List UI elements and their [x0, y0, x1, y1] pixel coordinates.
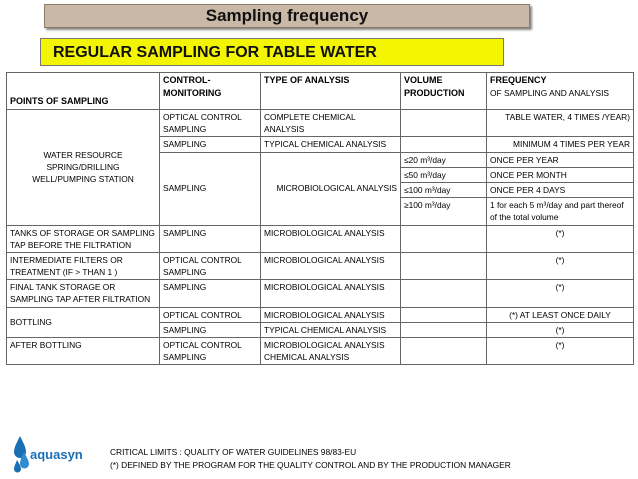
volume-cell: ≤20 m³/day — [401, 152, 487, 167]
control-cell: OPTICAL CONTROL — [160, 307, 261, 322]
control-cell: SAMPLING — [160, 137, 261, 152]
header-control-line1: CONTROL- — [163, 75, 211, 85]
volume-cell — [401, 322, 487, 337]
sampling-table — [6, 72, 634, 365]
control-cell: SAMPLING — [160, 322, 261, 337]
table-row — [7, 338, 634, 365]
frequency-cell: ONCE PER 4 DAYS — [487, 182, 634, 197]
control-cell: SAMPLING — [160, 225, 261, 252]
header-analysis: TYPE OF ANALYSIS — [261, 73, 401, 110]
frequency-cell: ONCE PER YEAR — [487, 152, 634, 167]
control-cell: SAMPLING — [160, 280, 261, 307]
analysis-cell: COMPLETE CHEMICAL ANALYSIS — [261, 110, 401, 137]
control-cell: OPTICAL CONTROL SAMPLING — [160, 338, 261, 365]
table-row — [7, 280, 634, 307]
table-row — [7, 307, 634, 322]
header-volume-line2: PRODUCTION — [404, 88, 465, 99]
volume-cell — [401, 307, 487, 322]
analysis-line1: MICROBIOLOGICAL ANALYSIS — [264, 340, 385, 350]
frequency-cell: (*) — [487, 322, 634, 337]
analysis-cell: MICROBIOLOGICAL ANALYSIS — [261, 225, 401, 252]
logo-text: aquasyn — [30, 447, 83, 462]
point-filters: INTERMEDIATE FILTERS OR TREATMENT (IF > THAN 1 ) — [7, 252, 160, 279]
control-cell: SAMPLING — [160, 152, 261, 225]
point-water-resource-line3: WELL/PUMPING STATION — [32, 174, 134, 185]
header-volume — [401, 73, 487, 110]
table-row — [7, 252, 634, 279]
point-water-resource — [7, 110, 160, 226]
volume-cell — [401, 225, 487, 252]
point-after-bottling: AFTER BOTTLING — [7, 338, 160, 365]
volume-cell: ≥100 m³/day — [401, 198, 487, 225]
volume-cell — [401, 252, 487, 279]
header-frequency — [487, 73, 634, 110]
header-volume-line1: VOLUME — [404, 75, 443, 85]
table-header-row — [7, 73, 634, 110]
control-cell: OPTICAL CONTROL SAMPLING — [160, 252, 261, 279]
volume-cell — [401, 280, 487, 307]
point-water-resource-line2: SPRING/DRILLING — [46, 162, 120, 173]
volume-cell — [401, 338, 487, 365]
analysis-line2: CHEMICAL ANALYSIS — [264, 352, 350, 363]
analysis-cell: MICROBIOLOGICAL ANALYSIS — [261, 152, 401, 225]
volume-cell: ≤50 m³/day — [401, 167, 487, 182]
footer-notes — [110, 446, 511, 472]
volume-cell — [401, 137, 487, 152]
analysis-cell: MICROBIOLOGICAL ANALYSIS — [261, 307, 401, 322]
analysis-cell: TYPICAL CHEMICAL ANALYSIS — [261, 322, 401, 337]
analysis-cell: MICROBIOLOGICAL ANALYSIS — [261, 252, 401, 279]
table-row — [7, 225, 634, 252]
volume-cell: ≤100 m³/day — [401, 182, 487, 197]
control-cell: OPTICAL CONTROL SAMPLING — [160, 110, 261, 137]
table-row — [7, 110, 634, 137]
header-control-line2: MONITORING — [163, 88, 222, 99]
frequency-cell: (*) — [487, 280, 634, 307]
frequency-cell: (*) — [487, 225, 634, 252]
header-control — [160, 73, 261, 110]
footer-critical-limits: CRITICAL LIMITS : QUALITY OF WATER GUIDELINES 98/83-EU — [110, 447, 357, 457]
page-title: Sampling frequency — [44, 4, 530, 28]
frequency-cell: TABLE WATER, 4 TIMES /YEAR) — [487, 110, 634, 137]
section-subtitle: REGULAR SAMPLING FOR TABLE WATER — [40, 38, 504, 66]
header-frequency-line2: OF SAMPLING AND ANALYSIS — [490, 88, 609, 99]
frequency-cell: (*) AT LEAST ONCE DAILY — [487, 307, 634, 322]
volume-cell — [401, 110, 487, 137]
frequency-cell: MINIMUM 4 TIMES PER YEAR — [487, 137, 634, 152]
point-water-resource-line1: WATER RESOURCE — [43, 149, 123, 160]
point-bottling: BOTTLING — [7, 307, 160, 337]
header-points: POINTS OF SAMPLING — [7, 73, 160, 110]
frequency-cell: (*) — [487, 252, 634, 279]
frequency-cell: (*) — [487, 338, 634, 365]
analysis-cell: TYPICAL CHEMICAL ANALYSIS — [261, 137, 401, 152]
frequency-cell: 1 for each 5 m³/day and part thereof of the total volume — [487, 198, 634, 225]
analysis-cell — [261, 338, 401, 365]
footer-defined-note: (*) DEFINED BY THE PROGRAM FOR THE QUALITY CONTROL AND BY THE PRODUCTION MANAGER — [110, 460, 511, 470]
point-final-tank: FINAL TANK STORAGE OR SAMPLING TAP AFTER FILTRATION — [7, 280, 160, 307]
analysis-cell: MICROBIOLOGICAL ANALYSIS — [261, 280, 401, 307]
frequency-cell: ONCE PER MONTH — [487, 167, 634, 182]
header-frequency-line1: FREQUENCY — [490, 75, 547, 85]
point-tanks: TANKS OF STORAGE OR SAMPLING TAP BEFORE THE FILTRATION — [7, 225, 160, 252]
